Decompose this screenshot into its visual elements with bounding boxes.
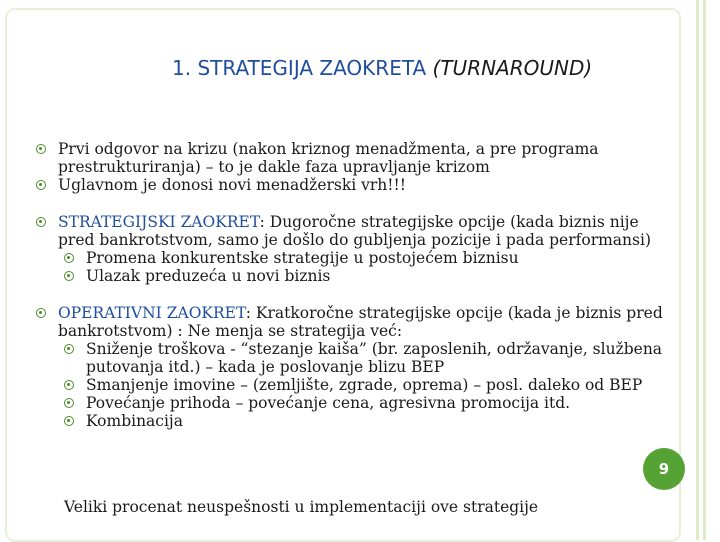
decorative-rail: [696, 0, 706, 540]
sub-list-item: [62, 249, 674, 267]
bullet-icon: [64, 398, 74, 408]
sub-list-item: [62, 412, 674, 430]
bullet-text: Povećanje prihoda – povećanje cena, agresivna promocija itd.: [86, 394, 571, 412]
title-main: 1. STRATEGIJA ZAOKRETA: [172, 56, 427, 80]
bullet-text: Promena konkurentske strategije u postojećem biznisu: [86, 249, 519, 267]
list-item: [34, 176, 674, 194]
title-paren: (TURNAROUND): [432, 56, 593, 80]
sub-list-item: [62, 376, 674, 394]
bullet-text: Prvi odgovor na krizu (nakon kriznog menadžmenta, a pre programa prestrukturiranja) – to je dakle faza upravljanje krizom: [58, 140, 599, 176]
bullet-text: Sniženje troškova - “stezanje kaiša” (br. zaposlenih, održavanje, službena putovanja itd.) – kada je poslovanje blizu BEP: [86, 340, 663, 376]
list-item: [34, 140, 674, 176]
bullet-icon: [64, 344, 74, 354]
bullet-text: Uglavnom je donosi novi menadžerski vrh!!!: [58, 176, 406, 194]
bullet-text: : Dugoročne strategijske opcije (kada biznis nije pred bankrotstvom, samo je došlo do gubljenja pozicije i pada performansi): [58, 213, 651, 249]
term-strategic: STRATEGIJSKI ZAOKRET: [58, 213, 260, 231]
sub-list-item: [62, 394, 674, 412]
bullet-text: : Kratkoročne strategijske opcije (kada je biznis pred bankrotstvom) : Ne menja se strategija već:: [58, 304, 663, 340]
slide-title: [172, 56, 592, 80]
bullet-text: Ulazak preduzeća u novi biznis: [86, 267, 331, 285]
bullet-text: Smanjenje imovine – (zemljište, zgrade, oprema) – posl. daleko od BEP: [86, 376, 643, 394]
bullet-icon: [36, 180, 46, 190]
footer-note: Veliki procenat neuspešnosti u implementaciji ove strategije: [64, 498, 539, 516]
page-number-badge: 9: [643, 448, 685, 490]
list-item: [34, 304, 674, 340]
bullet-icon: [64, 271, 74, 281]
sub-list-item: [62, 267, 674, 285]
bullet-icon: [36, 144, 46, 154]
bullet-text: Kombinacija: [86, 412, 183, 430]
bullet-icon: [64, 253, 74, 263]
bullet-icon: [64, 416, 74, 426]
bullet-icon: [64, 380, 74, 390]
sub-list-item: [62, 340, 674, 376]
term-operative: OPERATIVNI ZAOKRET: [58, 304, 246, 322]
slide-content: [34, 140, 674, 430]
bullet-icon: [36, 217, 46, 227]
list-item: [34, 213, 674, 249]
bullet-icon: [36, 308, 46, 318]
